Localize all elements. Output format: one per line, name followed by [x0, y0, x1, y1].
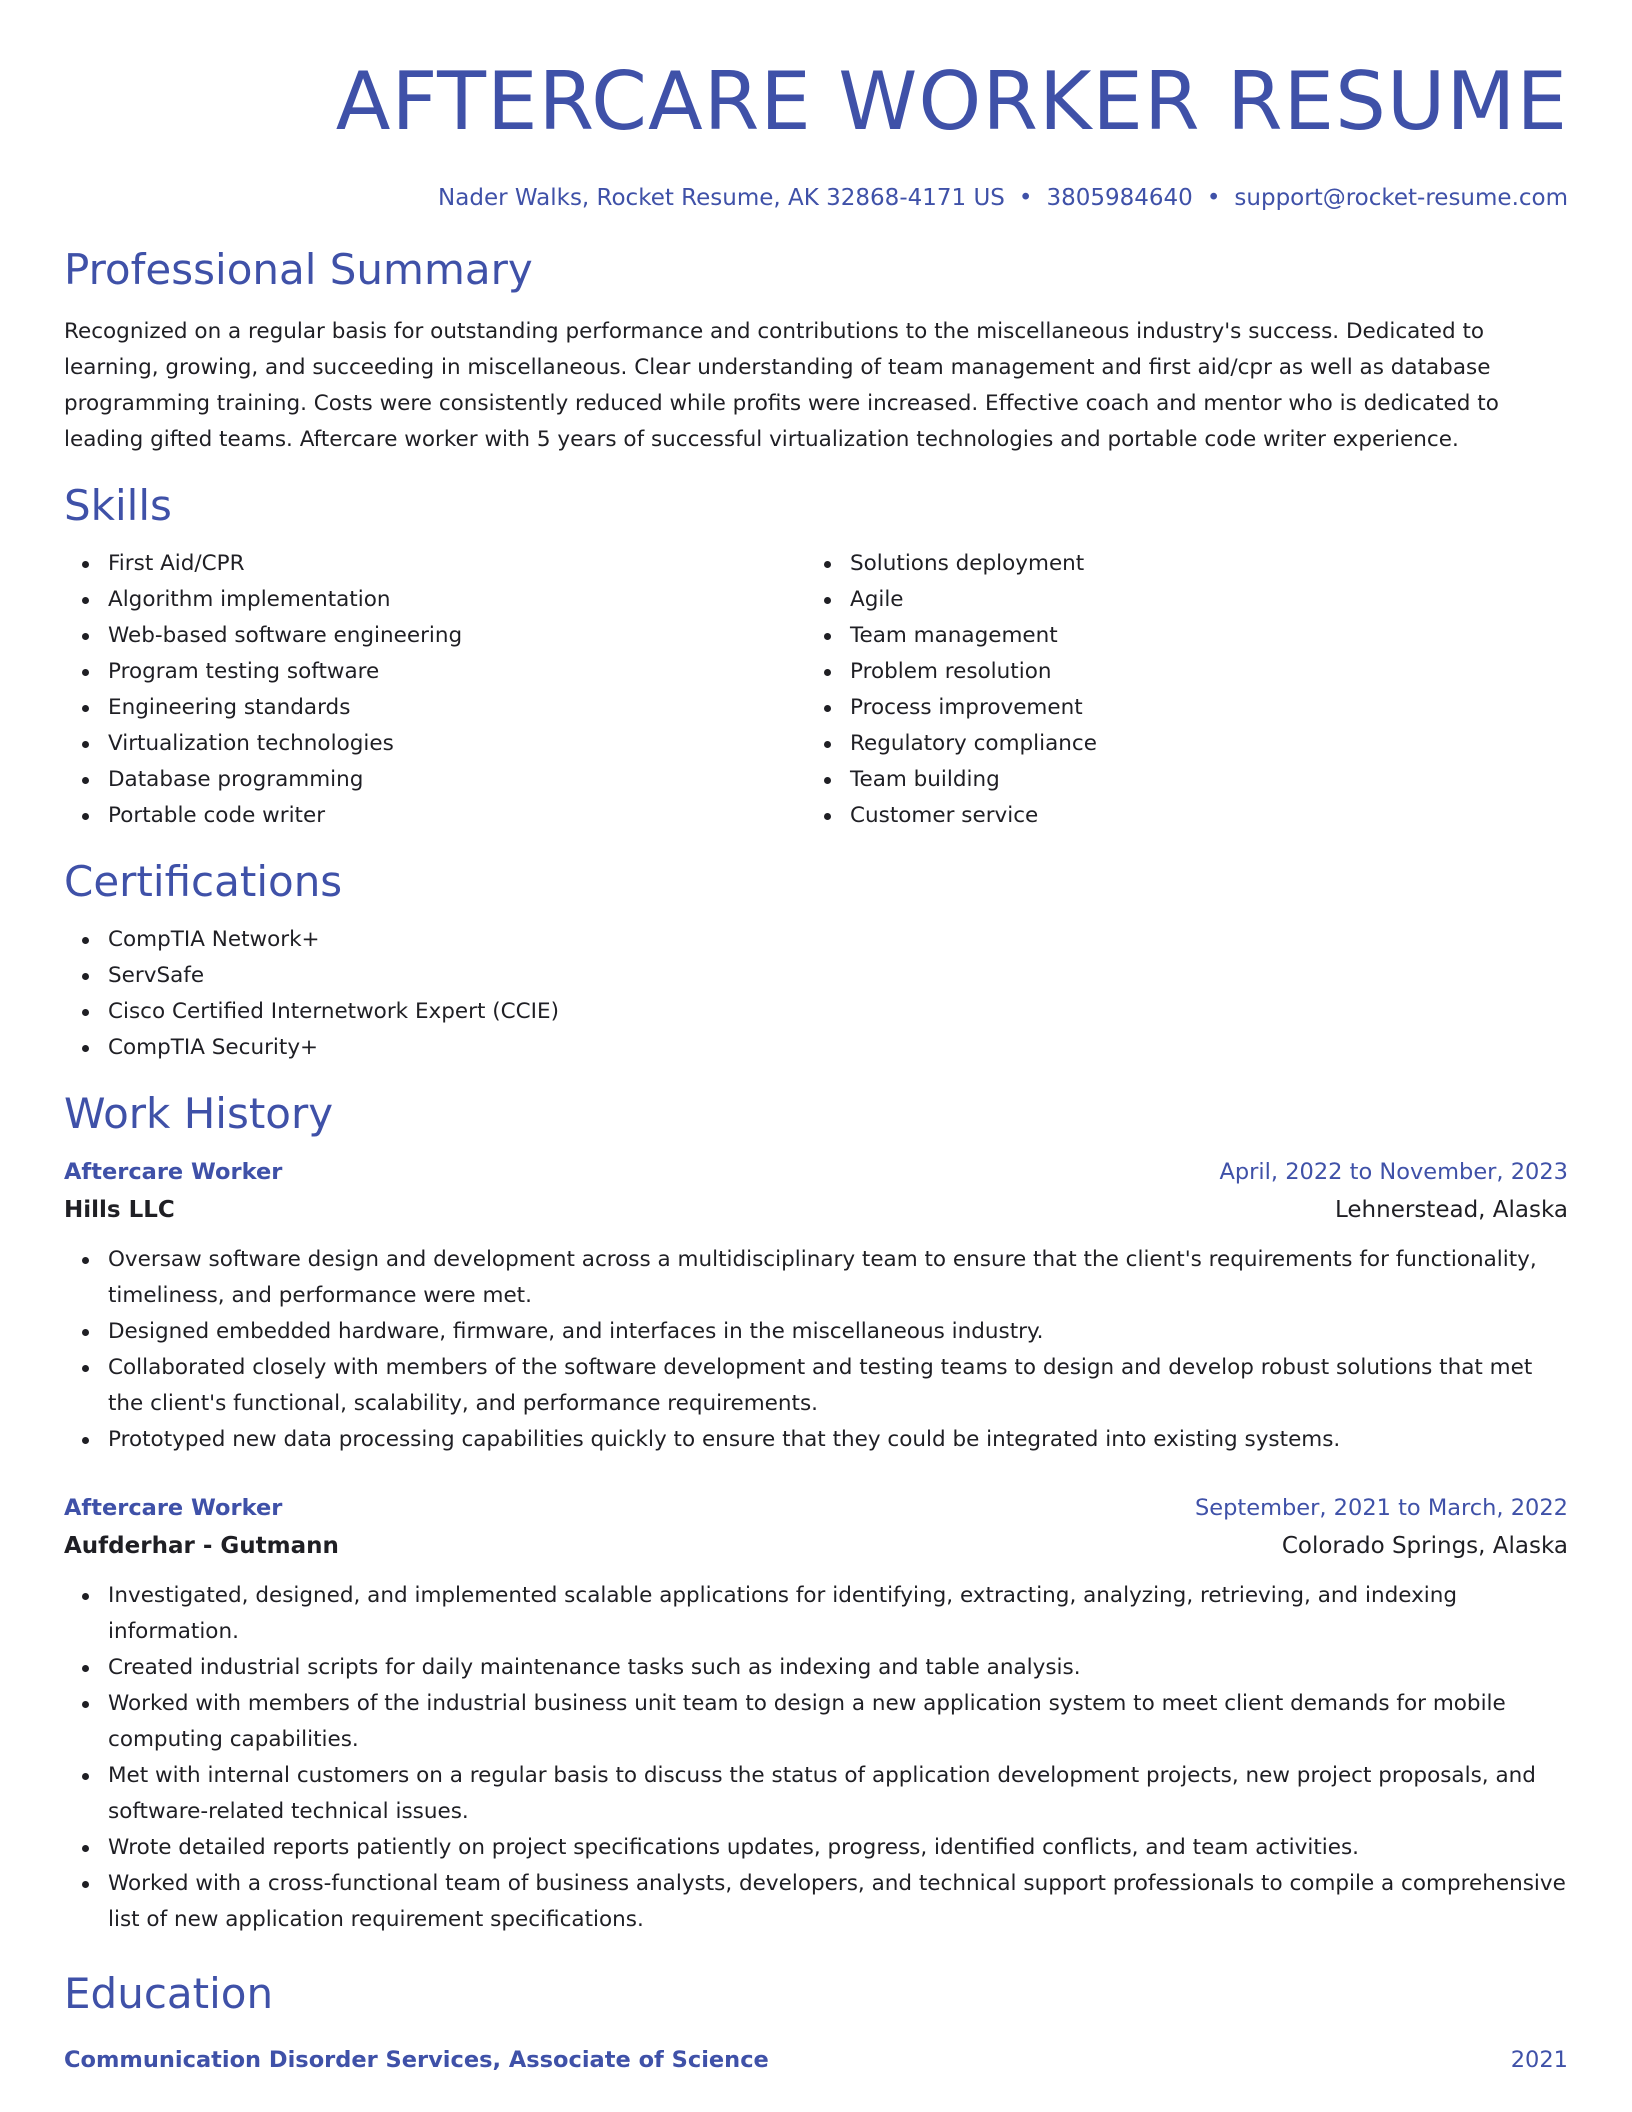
skills-column-left	[64, 546, 806, 834]
job-header-row	[64, 1490, 1568, 1526]
certification-item: Cisco Certified Internetwork Expert (CCIE)	[108, 994, 1568, 1030]
job-duty-item: Worked with a cross-functional team of business analysts, developers, and technical support professionals to compile a comprehensive list of new application requirement specifications.	[108, 1866, 1568, 1938]
certifications-heading: Certifications	[64, 857, 343, 906]
skills-list-left	[64, 546, 806, 834]
contact-separator: •	[1206, 185, 1221, 211]
summary-section	[64, 244, 1568, 458]
job-dates: April, 2022 to November, 2023	[1219, 1159, 1568, 1185]
skill-item: Customer service	[850, 798, 1548, 834]
skills-heading: Skills	[64, 481, 172, 530]
resume-title: AFTERCARE WORKER RESUME	[335, 55, 1568, 148]
education-heading: Education	[64, 1969, 274, 2018]
resume-page	[64, 0, 1568, 2078]
job-duty-item: Wrote detailed reports patiently on project specifications updates, progress, identified conflicts, and team activities.	[108, 1830, 1568, 1866]
job-header-row	[64, 1154, 1568, 1190]
skills-grid	[64, 546, 1568, 834]
job-company: Aufderhar - Gutmann	[64, 1533, 339, 1559]
job-company-row	[64, 1526, 1568, 1566]
job-location: Lehnerstead, Alaska	[1335, 1197, 1568, 1223]
contact-separator: •	[1018, 185, 1033, 211]
certification-item: CompTIA Network+	[108, 922, 1568, 958]
job-title: Aftercare Worker	[64, 1159, 283, 1185]
contact-address: Nader Walks, Rocket Resume, AK 32868-4171 US	[438, 185, 1005, 211]
skills-column-right	[806, 546, 1548, 834]
contact-info	[64, 182, 1568, 214]
job-duty-item: Met with internal customers on a regular basis to discuss the status of application development projects, new project proposals, and software-related technical issues.	[108, 1758, 1568, 1830]
skill-item: Team building	[850, 762, 1548, 798]
job-duties-list	[64, 1242, 1568, 1458]
skill-item: Process improvement	[850, 690, 1548, 726]
skill-item: Regulatory compliance	[850, 726, 1548, 762]
skill-item: Portable code writer	[108, 798, 806, 834]
job-duty-item: Investigated, designed, and implemented scalable applications for identifying, extracting, analyzing, retrieving, and indexing information.	[108, 1578, 1568, 1650]
education-entry	[64, 2042, 1568, 2078]
skill-item: Problem resolution	[850, 654, 1548, 690]
certifications-list	[64, 922, 1568, 1066]
skill-item: Database programming	[108, 762, 806, 798]
skill-item: Program testing software	[108, 654, 806, 690]
summary-heading: Professional Summary	[64, 245, 533, 294]
work-history-section	[64, 1088, 1568, 1938]
skill-item: Agile	[850, 582, 1548, 618]
skill-item: Team management	[850, 618, 1548, 654]
contact-phone: 3805984640	[1046, 185, 1193, 211]
skill-item: Engineering standards	[108, 690, 806, 726]
job-duty-item: Collaborated closely with members of the software development and testing teams to design and develop robust solutions that met the client's functional, scalability, and performance requirements.	[108, 1350, 1568, 1422]
certification-item: ServSafe	[108, 958, 1568, 994]
job-duty-item: Designed embedded hardware, firmware, and interfaces in the miscellaneous industry.	[108, 1314, 1568, 1350]
certifications-section	[64, 856, 1568, 1066]
education-year: 2021	[1510, 2047, 1568, 2073]
contact-email: support@rocket-resume.com	[1234, 185, 1568, 211]
job-dates: September, 2021 to March, 2022	[1195, 1495, 1568, 1521]
education-degree: Communication Disorder Services, Associate of Science	[64, 2047, 769, 2073]
job-duty-item: Oversaw software design and development across a multidisciplinary team to ensure that the client's requirements for functionality, timeliness, and performance were met.	[108, 1242, 1568, 1314]
skill-item: Solutions deployment	[850, 546, 1548, 582]
job-entry	[64, 1490, 1568, 1938]
work-history-heading: Work History	[64, 1089, 334, 1138]
certification-item: CompTIA Security+	[108, 1030, 1568, 1066]
job-company: Hills LLC	[64, 1197, 175, 1223]
job-company-row	[64, 1190, 1568, 1230]
skill-item: Web-based software engineering	[108, 618, 806, 654]
job-entry	[64, 1154, 1568, 1458]
skill-item: First Aid/CPR	[108, 546, 806, 582]
job-duty-item: Worked with members of the industrial business unit team to design a new application system to meet client demands for mobile computing capabilities.	[108, 1686, 1568, 1758]
skill-item: Algorithm implementation	[108, 582, 806, 618]
job-duty-item: Prototyped new data processing capabilities quickly to ensure that they could be integrated into existing systems.	[108, 1422, 1568, 1458]
education-section	[64, 1968, 1568, 2078]
job-title: Aftercare Worker	[64, 1495, 283, 1521]
skills-section	[64, 480, 1568, 834]
job-duties-list	[64, 1578, 1568, 1938]
job-duty-item: Created industrial scripts for daily maintenance tasks such as indexing and table analysis.	[108, 1650, 1568, 1686]
job-location: Colorado Springs, Alaska	[1281, 1533, 1568, 1559]
skill-item: Virtualization technologies	[108, 726, 806, 762]
summary-text: Recognized on a regular basis for outstanding performance and contributions to the miscellaneous industry's success. Dedicated to learning, growing, and succeeding in miscellaneous. Clear understanding of team management and first aid/cpr as well as database programming training. Costs were consistently reduced while profits were increased. Effective coach and mentor who is dedicated to leading gifted teams. Aftercare worker with 5 years of successful virtualization technologies and portable code writer experience.	[64, 319, 1499, 452]
skills-list-right	[806, 546, 1548, 834]
